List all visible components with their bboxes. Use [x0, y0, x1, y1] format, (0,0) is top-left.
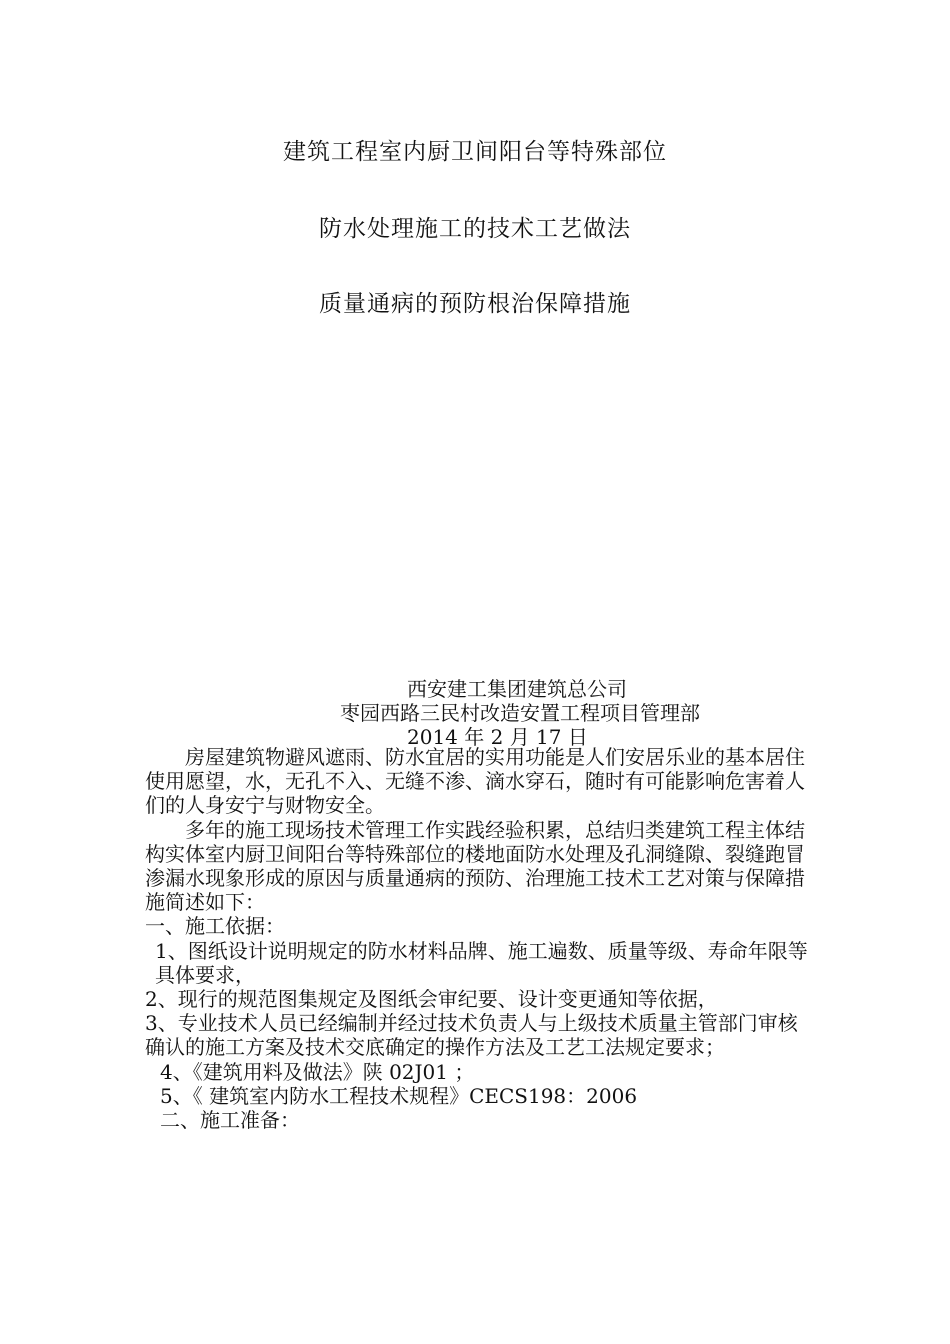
section-heading-basis: 一、施工依据： — [145, 914, 285, 939]
paragraph-summary: 多年的施工现场技术管理工作实践经验积累，总结归类建筑工程主体结构实体室内厨卫间阳台等特殊部位的楼地面防水处理及孔洞缝隙、裂缝跑冒渗漏水现象形成的原因与质量通病的预防、治理施工技术工艺对策与保障措施简述如下： — [145, 817, 805, 915]
list-item-3: 3、专业技术人员已经编制并经过技术负责人与上级技术质量主管部门审核确认的施工方案及技术交底确定的操作方法及工艺工法规定要求； — [145, 1011, 798, 1060]
title-line-3: 质量通病的预防根治保障措施 — [319, 291, 631, 317]
list-item-2: 2、现行的规范图集规定及图纸会审纪要、设计变更通知等依据， — [145, 987, 718, 1012]
body-text — [145, 745, 810, 1132]
company-name: 西安建工集团建筑总公司 — [407, 677, 627, 701]
list-item-1: 1、图纸设计说明规定的防水材料品牌、施工遍数、质量等级、寿命年限等具体要求， — [155, 938, 808, 987]
list-item-4: 4、《建筑用料及做法》陕 02J01 ； — [160, 1059, 475, 1084]
title-line-1: 建筑工程室内厨卫间阳台等特殊部位 — [283, 139, 667, 165]
department-name: 枣园西路三民村改造安置工程项目管理部 — [340, 701, 700, 725]
list-item-5: 5、《 建筑室内防水工程技术规程》CECS198：2006 — [160, 1083, 638, 1108]
title-line-2: 防水处理施工的技术工艺做法 — [319, 216, 631, 242]
section-heading-preparation: 二、施工准备： — [160, 1108, 300, 1133]
document-date: 2014 年 2 月 17 日 — [407, 725, 588, 749]
paragraph-intro: 房屋建筑物避风遮雨、防水宜居的实用功能是人们安居乐业的基本居住使用愿望，水，无孔不入、无缝不渗、滴水穿石，随时有可能影响危害着人们的人身安宁与财物安全。 — [145, 745, 805, 818]
